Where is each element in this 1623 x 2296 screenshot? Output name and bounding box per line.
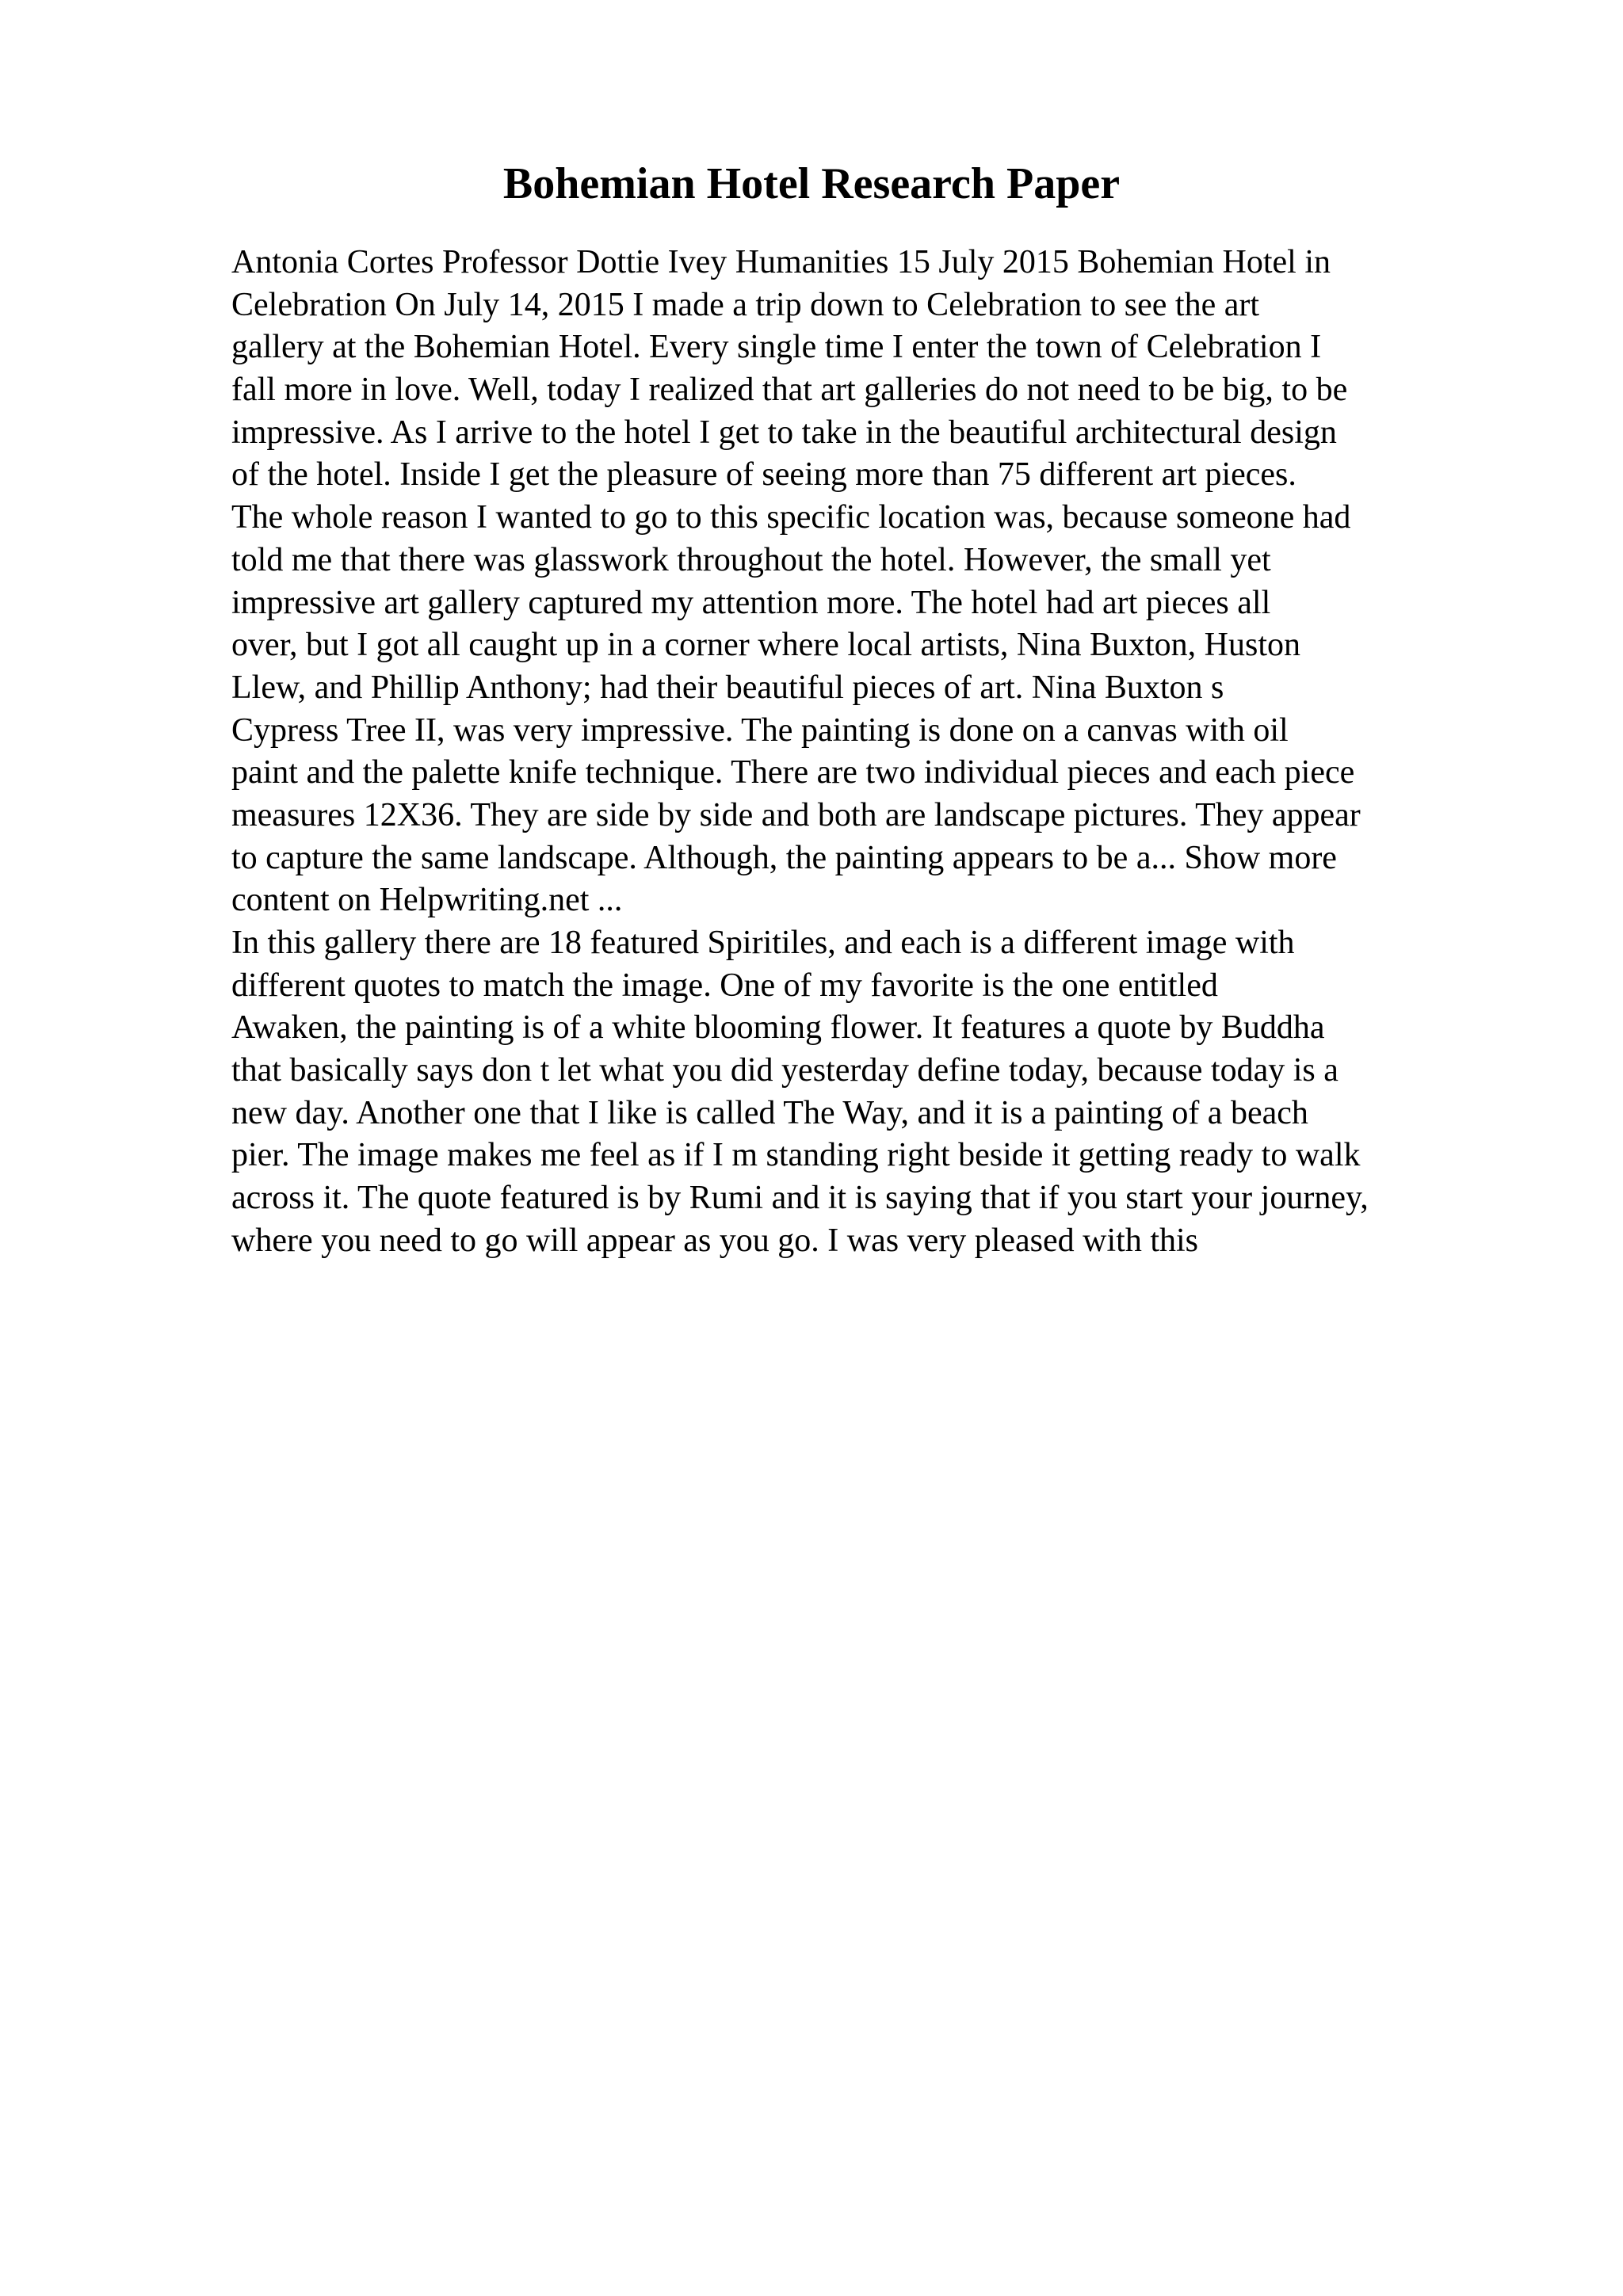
text-line: over, but I got all caught up in a corner where local artists, Nina Buxton, Huston [231, 627, 1300, 664]
text-line: Cypress Tree II, was very impressive. The painting is done on a canvas with oil [231, 711, 1289, 749]
text-line: of the hotel. Inside I get the pleasure of seeing more than 75 different art pieces. [231, 456, 1296, 494]
paragraph-1 [231, 242, 1594, 922]
text-line: Antonia Cortes Professor Dottie Ivey Humanities 15 July 2015 Bohemian Hotel in [231, 244, 1331, 280]
text-line: across it. The quote featured is by Rumi and it is saying that if you start your journey, [231, 1180, 1369, 1217]
text-line: gallery at the Bohemian Hotel. Every single time I enter the town of Celebration I [231, 329, 1322, 366]
text-line: where you need to go will appear as you go. I was very pleased with this [231, 1222, 1199, 1259]
text-line: In this gallery there are 18 featured Spiritiles, and each is a different image with [231, 925, 1295, 961]
text-line: impressive art gallery captured my attention more. The hotel had art pieces all [231, 584, 1271, 621]
text-line: Celebration On July 14, 2015 I made a trip down to Celebration to see the art [231, 286, 1260, 323]
text-line: that basically says don t let what you did yesterday define today, because today is a [231, 1052, 1338, 1089]
text-line: paint and the palette knife technique. There are two individual pieces and each piece [231, 754, 1355, 791]
text-line: The whole reason I wanted to go to this specific location was, because someone had [231, 499, 1351, 536]
text-line: Llew, and Phillip Anthony; had their beautiful pieces of art. Nina Buxton s [231, 669, 1224, 706]
document-title: Bohemian Hotel Research Paper [502, 159, 1121, 208]
text-line: impressive. As I arrive to the hotel I get to take in the beautiful architectural design [231, 414, 1337, 451]
text-line: pier. The image makes me feel as if I m standing right beside it getting ready to walk [231, 1137, 1361, 1174]
text-line: to capture the same landscape. Although, the painting appears to be a... Show more [231, 839, 1337, 876]
text-line: measures 12X36. They are side by side and both are landscape pictures. They appear [231, 796, 1361, 833]
text-line: told me that there was glasswork throughout the hotel. However, the small yet [231, 541, 1271, 578]
text-line: content on Helpwriting.net ... [231, 882, 623, 919]
text-line: Awaken, the painting is of a white blooming flower. It features a quote by Buddha [231, 1009, 1325, 1047]
paragraph-2 [231, 922, 1594, 1263]
text-line: different quotes to match the image. One of my favorite is the one entitled [231, 967, 1218, 1004]
text-line: fall more in love. Well, today I realized that art galleries do not need to be big, to be [231, 372, 1348, 409]
document-body [231, 242, 1594, 1263]
text-line: new day. Another one that I like is called The Way, and it is a painting of a beach [231, 1094, 1308, 1131]
